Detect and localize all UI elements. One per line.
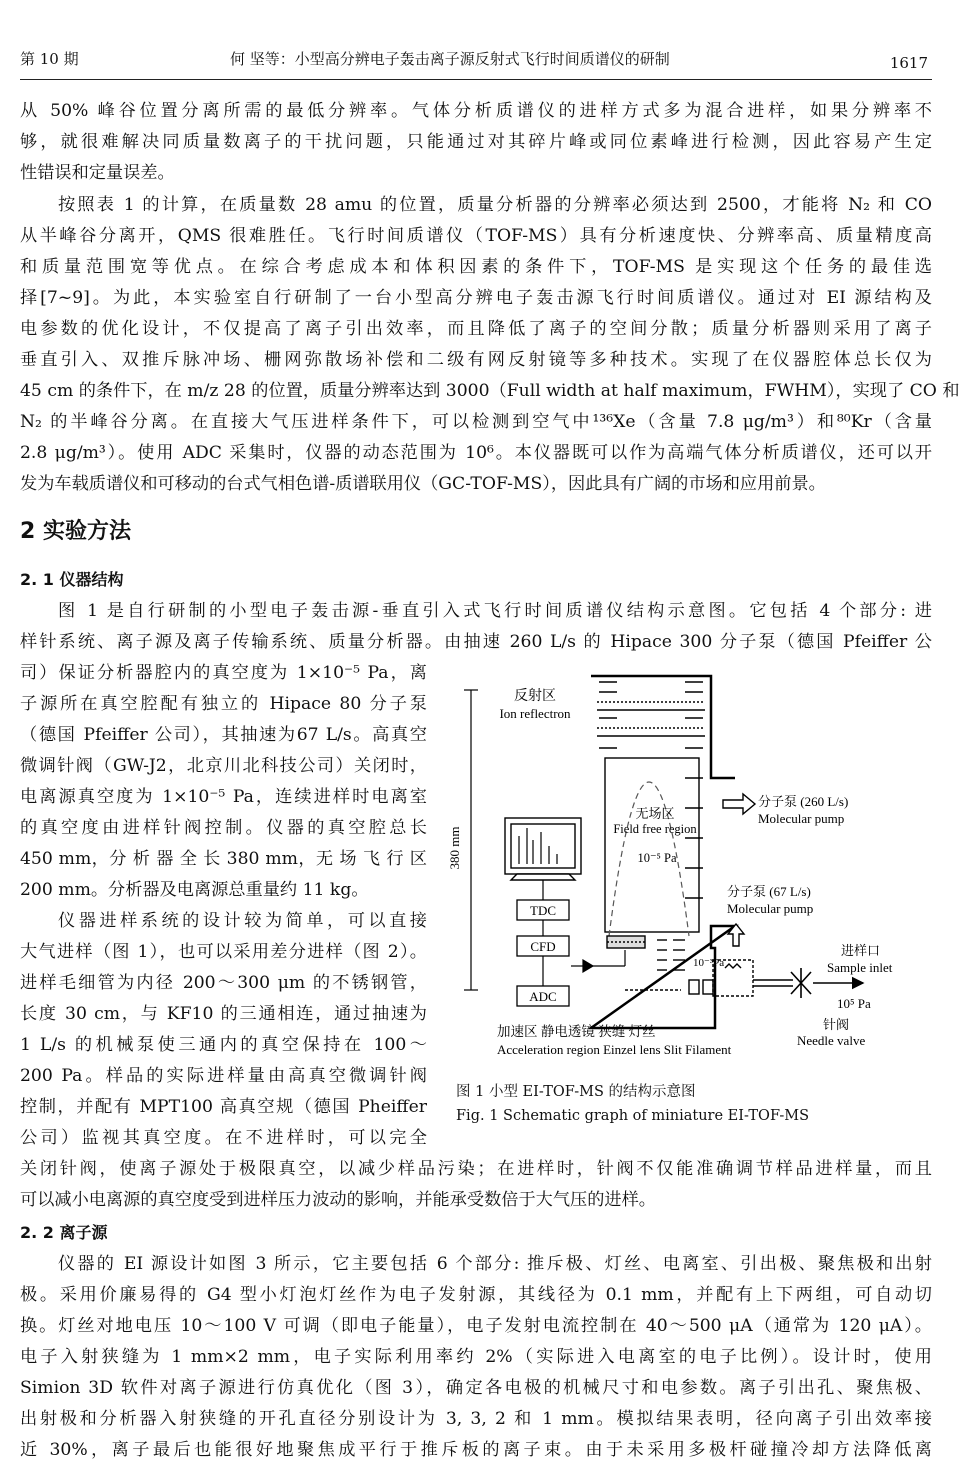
text-line: 出射极和分析器入射狭缝的开孔直径分别设计为 3, 3, 2 和 1 mm。模拟结果表明，径向离子引出效率接 (20, 1409, 932, 1429)
text-line: 样针系统、离子源及离子传输系统、质量分析器。由抽速 260 L/s 的 Hipace 300 分子泵（德国 Pfeiffer 公 (20, 632, 932, 652)
inlet-pressure: 10⁵ Pa (837, 996, 871, 1011)
text-line: 450 mm，分 析 器 全 长 380 mm，无 场 飞 行 区 (20, 849, 427, 869)
figure-1-diagram (447, 668, 931, 1068)
text-line: 的真空度由进样针阀控制。仪器的真空腔总长 (20, 818, 427, 838)
oscilloscope-icon (505, 818, 581, 880)
running-title: 何 坚等：小型高分辨电子轰击离子源反射式飞行时间质谱仪的研制 (230, 50, 670, 68)
text-line: 电离源真空度为 1×10⁻⁵ Pa，连续进样时电离室 (20, 787, 427, 807)
text-line: 2.8 μg/m³）。使用 ADC 采集时，仪器的动态范围为 10⁶。本仪器既可以作为高端气体分析质谱仪，还可以开 (20, 443, 932, 463)
field-free-pressure: 10⁻⁵ Pa (637, 851, 677, 865)
text-line: 极。采用价廉易得的 G4 型小灯泡灯丝作为电子发射源，其线径为 0.1 mm，并配有上下两组，可自动切 (20, 1285, 932, 1305)
text-line: 子源所在真空腔配有独立的 Hipace 80 分子泵 (20, 694, 427, 714)
text-line: 大气进样（图 1），也可以采用差分进样（图 2）。 (20, 942, 427, 962)
text-line: 1 L/s 的机械泵使三通内的真空保持在 100～ (20, 1035, 427, 1055)
text-line: 择[7~9]。为此，本实验室自行研制了一台小型高分辨电子轰击源飞行时间质谱仪。通过对 EI 源结构及 (20, 288, 932, 308)
section-heading-2: 2 实验方法 (20, 519, 131, 544)
section-heading-2-1: 2. 1 仪器结构 (20, 570, 124, 589)
text-line: 够，就很难解决同质量数离子的干扰问题，只能通过对其碎片峰或同位素峰进行检测，因此容易产生定 (20, 132, 932, 152)
text-line: 进样毛细管为内径 200～300 μm 的不锈钢管， (20, 973, 427, 993)
text-line: 微调针阀（GW-J2，北京川北科技公司）关闭时， (20, 756, 427, 776)
text-line: 从半峰谷分离开，QMS 很难胜任。飞行时间质谱仪（TOF-MS）具有分析速度快、分辨率高、质量精度高 (20, 226, 932, 246)
page-number: 1617 (889, 54, 928, 72)
cfd-label: CFD (530, 939, 556, 954)
text-line: （德国 Pfeiffer 公司），其抽速为67 L/s。高真空 (20, 725, 427, 745)
needle-valve-label-en: Needle valve (797, 1033, 866, 1048)
text-line: 换。灯丝对地电压 10～100 V 可调（即电子能量），电子发射电流控制在 40～500 μA（通常为 120 μA）。 (20, 1316, 932, 1336)
adc-label: ADC (529, 989, 557, 1004)
needle-valve-label-cn: 针阀 (823, 1017, 850, 1032)
text-line: 仪器的 EI 源设计如图 3 所示，它主要包括 6 个部分: 推斥极、灯丝、电离室、引出极、聚焦极和出射 (58, 1254, 932, 1274)
text-line: 长度 30 cm，与 KF10 的三通相连，通过抽速为 (20, 1004, 427, 1024)
source-pressure: 10⁻³Pa (693, 957, 725, 969)
text-line: N₂ 的半峰谷分离。在直接大气压进样条件下，可以检测到空气中¹³⁶Xe（含量 7.8 μg/m³）和⁸⁰Kr（含量 (20, 412, 932, 432)
figure-caption-en: Fig. 1 Schematic graph of miniature EI-TOF-MS (456, 1108, 810, 1124)
text-line: 200 mm。分析器及电离源总重量约 11 kg。 (20, 880, 369, 900)
running-header (20, 44, 932, 80)
text-line: 可以减小电离源的真空度受到进样压力波动的影响，并能承受数倍于大气压的进样。 (20, 1190, 656, 1210)
pump2-label-en: Molecular pump (727, 901, 814, 916)
pump2-label-cn: 分子泵 (67 L/s) (727, 884, 811, 899)
electronics-wiring (543, 880, 625, 986)
bottom-labels-en: Acceleration region Einzel lens Slit Filament (497, 1042, 732, 1057)
figure-caption-cn: 图 1 小型 EI-TOF-MS 的结构示意图 (456, 1084, 696, 1100)
text-line: 关闭针阀，使离子源处于极限真空，以减少样品污染；在进样时，针阀不仅能准确调节样品进样量，而且 (20, 1159, 932, 1179)
text-line: 仪器进样系统的设计较为简单，可以直接 (58, 911, 427, 931)
text-line: 性错误和定量误差。 (20, 163, 175, 183)
text-line: 公司）监视其真空度。在不进样时，可以完全 (20, 1128, 427, 1148)
text-line: 控制，并配有 MPT100 高真空规（德国 Pheiffer (20, 1097, 427, 1117)
bottom-labels-cn: 加速区 静电透镜 狭缝 灯丝 (497, 1024, 656, 1039)
pump-port (723, 794, 755, 814)
pump1-label-en: Molecular pump (758, 811, 845, 826)
inlet-label-cn: 进样口 (841, 943, 881, 958)
dimension-label: 380 mm (447, 826, 462, 870)
reflectron-plates (597, 682, 705, 898)
issue-number: 第 10 期 (20, 50, 79, 68)
text-line: 司）保证分析器腔内的真空度为 1×10⁻⁵ Pa，离 (20, 663, 427, 683)
text-line: 和质量范围宽等优点。在综合考虑成本和体积因素的条件下，TOF-MS 是实现这个任务的最佳选 (20, 257, 932, 277)
text-line: Simion 3D 软件对离子源进行仿真优化（图 3），确定各电极的机械尺寸和电参数。离子引出孔、聚焦极、 (20, 1378, 932, 1398)
field-free-label-cn: 无场区 (635, 806, 675, 821)
pump2-arrow (728, 924, 744, 946)
text-line: 电参数的优化设计，不仅提高了离子引出效率，而且降低了离子的空间分散；质量分析器则采用了离子 (20, 319, 932, 339)
text-line: 电子入射狭缝为 1 mm×2 mm，电子实际利用率约 2%（实际进入电离室的电子比例）。设计时，使用 (20, 1347, 932, 1367)
section-heading-2-2: 2. 2 离子源 (20, 1223, 108, 1242)
text-line: 200 Pa。样品的实际进样量由高真空微调针阀 (20, 1066, 427, 1086)
text-line: 按照表 1 的计算，在质量数 28 amu 的位置，质量分析器的分辨率必须达到 2500，才能将 N₂ 和 CO (58, 195, 932, 215)
reflectron-label-en: Ion reflectron (499, 706, 571, 721)
inlet-label-en: Sample inlet (827, 960, 893, 975)
text-line: 近 30%，离子最后也能很好地聚焦成平行于推斥板的离子束。由于未采用多极杆碰撞冷却方法降低离 (20, 1440, 932, 1460)
pump1-label-cn: 分子泵 (260 L/s) (758, 794, 849, 809)
tdc-label: TDC (530, 903, 556, 918)
field-free-label-en: Field free region (613, 822, 697, 836)
text-line: 45 cm 的条件下，在 m/z 28 的位置，质量分辨率达到 3000（Full width at half maximum，FWHM），实现了 CO 和 (20, 381, 960, 401)
dimension-bar (464, 690, 478, 990)
reflectron-label-cn: 反射区 (514, 689, 556, 704)
text-line: 从 50% 峰谷位置分离所需的最低分辨率。气体分析质谱仪的进样方式多为混合进样，如果分辨率不 (20, 101, 932, 121)
text-line: 图 1 是自行研制的小型电子轰击源-垂直引入式飞行时间质谱仪结构示意图。它包括 4 个部分: 进 (58, 601, 932, 621)
text-line: 发为车载质谱仪和可移动的台式气相色谱-质谱联用仪（GC-TOF-MS），因此具有广阔的市场和应用前景。 (20, 474, 826, 494)
text-line: 垂直引入、双推斥脉冲场、栅网弥散场补偿和二级有网反射镜等多种技术。实现了在仪器腔体总长仅为 (20, 350, 932, 370)
